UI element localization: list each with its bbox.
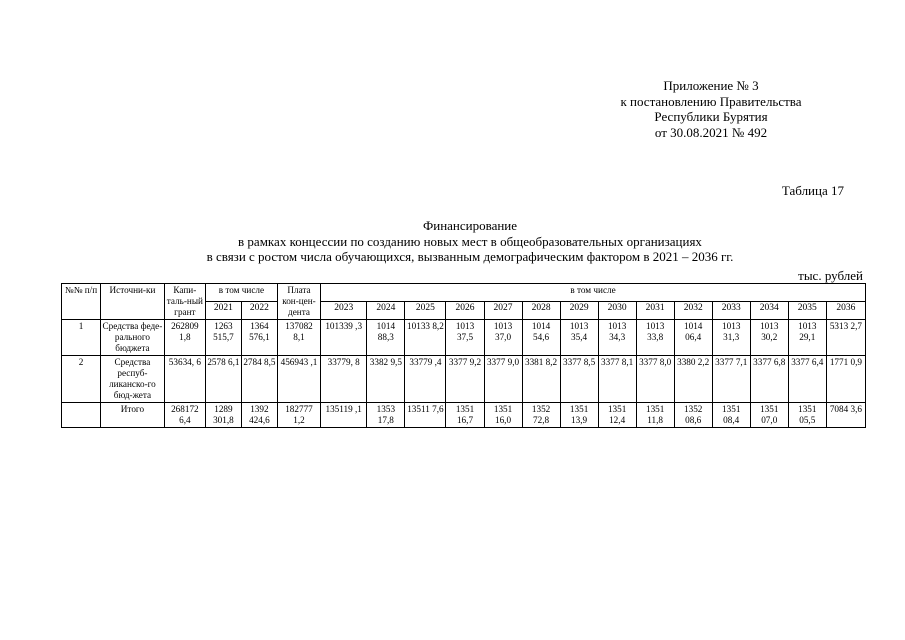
table-row	[62, 320, 866, 356]
header-year: 2026	[446, 302, 484, 320]
cell-grant-year: 1392 424,6	[241, 403, 277, 428]
cell-fee-year: 1013 29,1	[788, 320, 826, 356]
cell-fee-year: 101339 ,3	[321, 320, 367, 356]
header-year: 2032	[674, 302, 712, 320]
table-header-row-1	[62, 284, 866, 302]
cell-fee-year: 135119 ,1	[321, 403, 367, 428]
cell-grant: 53634, 6	[164, 356, 205, 403]
cell-fee: 137082 8,1	[277, 320, 320, 356]
cell-fee-year: 1352 08,6	[674, 403, 712, 428]
cell-fee-year: 33779 ,4	[405, 356, 446, 403]
header-fee-including: в том числе	[321, 284, 866, 302]
cell-fee-year: 1014 88,3	[367, 320, 405, 356]
financing-table	[61, 283, 866, 428]
header-year: 2036	[826, 302, 865, 320]
table-body	[62, 320, 866, 428]
cell-fee-year: 3377 7,1	[712, 356, 750, 403]
cell-fee-year: 3377 6,4	[788, 356, 826, 403]
cell-fee-year: 3380 2,2	[674, 356, 712, 403]
cell-fee-year: 1013 37,0	[484, 320, 522, 356]
cell-grant: 268172 6,4	[164, 403, 205, 428]
cell-fee-year: 1771 0,9	[826, 356, 865, 403]
cell-fee: 456943 ,1	[277, 356, 320, 403]
cell-fee-year: 1351 16,7	[446, 403, 484, 428]
header-year: 2033	[712, 302, 750, 320]
cell-grant-year: 2578 6,1	[205, 356, 241, 403]
appendix-line-3: Республики Бурятия	[654, 109, 768, 124]
cell-fee-year: 1351 13,9	[560, 403, 598, 428]
cell-num	[62, 403, 101, 428]
cell-fee-year: 3377 6,8	[750, 356, 788, 403]
cell-fee-year: 1353 17,8	[367, 403, 405, 428]
cell-fee-year: 3377 9,2	[446, 356, 484, 403]
document-title	[150, 218, 790, 265]
header-year: 2027	[484, 302, 522, 320]
header-year: 2025	[405, 302, 446, 320]
cell-source: Средства респуб-ликанско-го бюд-жета	[101, 356, 165, 403]
cell-fee-year: 33779, 8	[321, 356, 367, 403]
cell-num: 1	[62, 320, 101, 356]
cell-fee-year: 1351 11,8	[636, 403, 674, 428]
cell-fee-year: 1351 05,5	[788, 403, 826, 428]
cell-fee-year: 1352 72,8	[522, 403, 560, 428]
cell-fee-year: 3377 8,0	[636, 356, 674, 403]
title-line-1: Финансирование	[422, 218, 518, 233]
table-row	[62, 356, 866, 403]
header-year: 2021	[205, 302, 241, 320]
header-year: 2029	[560, 302, 598, 320]
cell-fee-year: 3377 9,0	[484, 356, 522, 403]
header-year: 2030	[598, 302, 636, 320]
cell-grant-year: 2784 8,5	[241, 356, 277, 403]
appendix-header	[596, 78, 826, 140]
header-year: 2034	[750, 302, 788, 320]
header-year: 2031	[636, 302, 674, 320]
cell-fee-year: 1013 34,3	[598, 320, 636, 356]
cell-fee-year: 1013 31,3	[712, 320, 750, 356]
appendix-line-1: Приложение № 3	[663, 78, 759, 93]
cell-fee-year: 13511 7,6	[405, 403, 446, 428]
table-row	[62, 403, 866, 428]
cell-fee-year: 1014 06,4	[674, 320, 712, 356]
cell-fee-year: 1013 30,2	[750, 320, 788, 356]
header-year: 2023	[321, 302, 367, 320]
cell-fee-year: 3377 8,1	[598, 356, 636, 403]
cell-fee-year: 3381 8,2	[522, 356, 560, 403]
cell-num: 2	[62, 356, 101, 403]
cell-fee-year: 3382 9,5	[367, 356, 405, 403]
cell-grant-year: 1364 576,1	[241, 320, 277, 356]
cell-fee-year: 1013 37,5	[446, 320, 484, 356]
title-line-2: в рамках концессии по созданию новых мест в общеобразовательных организациях	[238, 233, 702, 249]
header-fee: Плата кон-цен-дента	[277, 284, 320, 320]
header-year: 2022	[241, 302, 277, 320]
cell-fee-year: 1013 33,8	[636, 320, 674, 356]
cell-source: Итого	[101, 403, 165, 428]
header-source: Источни-ки	[101, 284, 165, 320]
cell-fee-year: 3377 8,5	[560, 356, 598, 403]
header-year: 2028	[522, 302, 560, 320]
cell-fee-year: 5313 2,7	[826, 320, 865, 356]
appendix-line-4: от 30.08.2021 № 492	[654, 124, 768, 140]
cell-grant: 262809 1,8	[164, 320, 205, 356]
units-label: тыс. рублей	[798, 268, 863, 283]
appendix-line-2: к постановлению Правительства	[620, 93, 802, 109]
cell-fee-year: 1014 54,6	[522, 320, 560, 356]
cell-fee-year: 1351 16,0	[484, 403, 522, 428]
header-num: №№ п/п	[62, 284, 101, 320]
table-number: Таблица 17	[781, 183, 844, 198]
cell-fee-year: 7084 3,6	[826, 403, 865, 428]
cell-fee-year: 10133 8,2	[405, 320, 446, 356]
header-grant-including: в том числе	[205, 284, 277, 302]
header-year: 2035	[788, 302, 826, 320]
header-year: 2024	[367, 302, 405, 320]
cell-fee-year: 1351 12,4	[598, 403, 636, 428]
cell-grant-year: 1263 515,7	[205, 320, 241, 356]
title-line-3: в связи с ростом числа обучающихся, вызванным демографическим фактором в 2021 – 2036 гг.	[206, 249, 734, 264]
cell-fee-year: 1013 35,4	[560, 320, 598, 356]
cell-fee-year: 1351 07,0	[750, 403, 788, 428]
cell-grant-year: 1289 301,8	[205, 403, 241, 428]
cell-source: Средства феде-рального бюджета	[101, 320, 165, 356]
cell-fee-year: 1351 08,4	[712, 403, 750, 428]
cell-fee: 182777 1,2	[277, 403, 320, 428]
header-grant: Капи-таль-ный грант	[164, 284, 205, 320]
